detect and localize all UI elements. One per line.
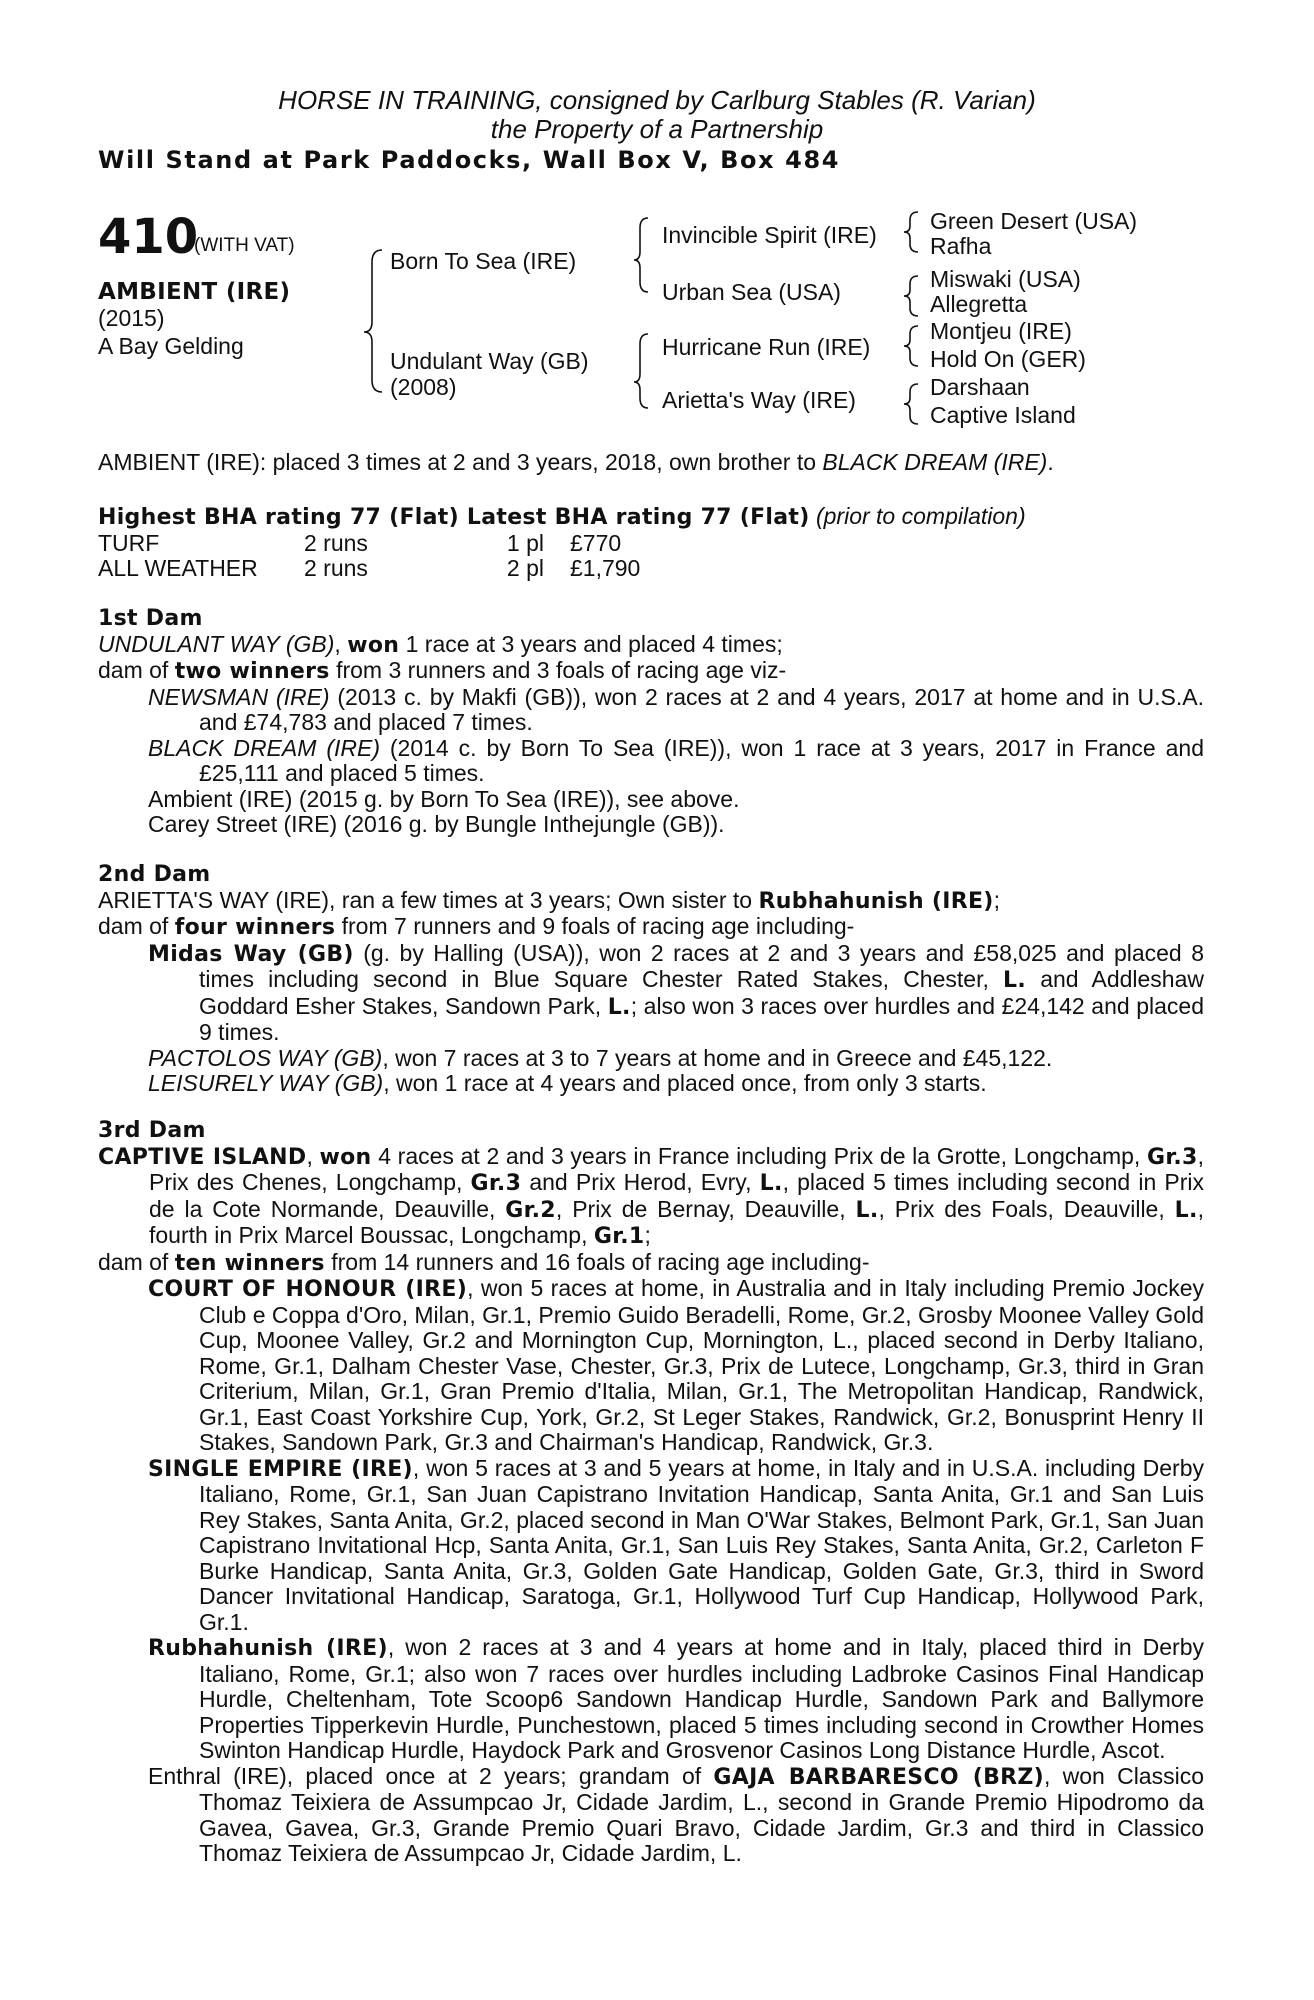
pedigree-ggs-2: Miswaki (USA) [930, 266, 1081, 292]
horse-year: (2015) [98, 305, 165, 331]
offspring-enthral: Enthral (IRE), placed once at 2 years; grandam of GAJA BARBARESCO (BRZ), won Classico Thomaz Teixiera de Assumpcao Jr, Cidade Jardim, L., second in Grande Premio Hipodromo da Gavea, Gavea, Gr.3, Grande Premio Quari Bravo, Cidade Jardim, Gr.3 and third in Classico Thomaz Teixiera de Assumpcao Jr, Cidade Jardim, L. [148, 1762, 1204, 1866]
offspring-court-of-honour: COURT OF HONOUR (IRE), won 5 races at home, in Australia and in Italy including Premio Jockey Club e Coppa d'Oro, Milan, Gr.1, Premio Guido Beradelli, Rome, Gr.2, Grosby Moonee Valley Gold Cup, Moonee Valley, Gr.2 and Mornington Cup, Mornington, L., placed second in Derby Italiano, Rome, Gr.1, Dalham Chester Vase, Chester, Gr.3, Prix de Lutece, Longchamp, Gr.3, third in Gran Criterium, Milan, Gr.1, Gran Premio d'Italia, Milan, Gr.1, The Metropolitan Handicap, Randwick, Gr.1, East Coast Yorkshire Cup, York, Gr.2, St Leger Stakes, Randwick, Gr.2, Bonusprint Henry II Stakes, Sandown Park, Gr.3 and Chairman's Handicap, Randwick, Gr.3. [148, 1275, 1204, 1455]
offspring-ambient: Ambient (IRE) (2015 g. by Born To Sea (IRE)), see above. [148, 785, 740, 812]
pedigree-sire: Born To Sea (IRE) [390, 248, 577, 274]
first-dam-section: 1st Dam UNDULANT WAY (GB), won 1 race at 3 years and placed 4 times; dam of two winners from 3 runners and 3 foals of racing age viz- NEWSMAN (IRE) (2013 c. by Makfi (GB)), won 2 races at 2 and 4 years, 2017 at home and in U.S.A. and £74,783 and placed 7 times. BLACK DREAM (IRE) (2014 c. by Born To Sea (IRE)), won 1 race at 3 years, 2017 in France and £25,111 and placed 5 times. Ambient (IRE) (2015 g. by Born To Sea (IRE)), see above. Carey Street (IRE) (2016 g. by Bungle Inthejungle (GB)). [98, 606, 1204, 837]
vat-label: (WITH VAT) [194, 235, 295, 256]
pedigree-dam: Undulant Way (GB) [390, 348, 589, 374]
pedigree-ggs-4: Darshaan [930, 374, 1030, 400]
offspring-newsman: NEWSMAN (IRE) (2013 c. by Makfi (GB)), won 2 races at 2 and 4 years, 2017 at home and in U.S.A. and £74,783 and placed 7 times. [148, 683, 1204, 735]
offspring-single-empire: SINGLE EMPIRE (IRE), won 5 races at 3 and 5 years at home, in Italy and in U.S.A. including Derby Italiano, Rome, Gr.1, San Juan Capistrano Invitation Handicap, Santa Anita, Gr.1 and San Luis Rey Stakes, Santa Anita, Gr.2, placed second in Man O'War Stakes, Belmont Park, Gr.1, San Juan Capistrano Invitational Hcp, Santa Anita, Gr.1, San Luis Rey Stakes, Santa Anita, Gr.2, Carleton F Burke Handicap, Santa Anita, Gr.3, Golden Gate Handicap, Golden Gate, Gr.3, third in Sword Dancer Invitational Handicap, Saratoga, Gr.1, Hollywood Turf Cup Handicap, Hollywood Park, Gr.1. [148, 1454, 1204, 1635]
sibling-name: BLACK DREAM (IRE) [822, 449, 1048, 475]
gen3-brace-1 [904, 212, 918, 252]
pedigree-sire-sire: Invincible Spirit (IRE) [662, 222, 877, 248]
offspring-rubhahunish: Rubhahunish (IRE), won 2 races at 3 and 4 years at home and in Italy, placed third in Derby Italiano, Rome, Gr.1; also won 7 races over hurdles including Ladbroke Casinos Final Handicap Hurdle, Cheltenham, Tote Scoop6 Sandown Handicap Hurdle, Sandown Park and Ballymore Properties Tipperkevin Hurdle, Punchestown, placed 5 times including second in Crowther Homes Swinton Handicap Hurdle, Haydock Park and Grosvenor Casinos Long Distance Hurdle, Ascot. [148, 1634, 1204, 1763]
pedigree-ggd-3: Hold On (GER) [930, 346, 1086, 372]
third-dam-heading: 3rd Dam [98, 1118, 206, 1143]
gen3-brace-2 [904, 276, 918, 316]
offspring-carey-street: Carey Street (IRE) (2016 g. by Bungle Inthejungle (GB)). [148, 811, 725, 837]
race-summary: AMBIENT (IRE): placed 3 times at 2 and 3 years, 2018, own brother to BLACK DREAM (IRE). [98, 449, 1054, 475]
first-dam-heading: 1st Dam [98, 606, 203, 631]
pedigree-dam-year: (2008) [390, 374, 457, 400]
horse-description: A Bay Gelding [98, 333, 244, 359]
pedigree-ggs-1: Green Desert (USA) [930, 208, 1138, 234]
rating-note: (prior to compilation) [815, 503, 1026, 529]
pedigree-ggd-2: Allegretta [930, 291, 1028, 317]
bha-rating: Highest BHA rating 77 (Flat) Latest BHA rating 77 (Flat) [98, 505, 810, 530]
third-dam-section: 3rd Dam CAPTIVE ISLAND, won 4 races at 2 and 3 years in France including Prix de la Grotte, Longchamp, Gr.3, Prix des Chenes, Longchamp, Gr.3 and Prix Herod, Evry, L., placed 5 times including second in Prix de la Cote Normande, Deauville, Gr.2, Prix de Bernay, Deauville, L., Prix des Foals, Deauville, L., fourth in Prix Marcel Boussac, Longchamp, Gr.1; dam of ten winners from 14 runners and 16 foals of racing age including- COURT OF HONOUR (IRE), won 5 races at home, in Australia and in Italy including Premio Jockey Club e Coppa d'Oro, Milan, Gr.1, Premio Guido Beradelli, Rome, Gr.2, Grosby Moonee Valley Gold Cup, Moonee Valley, Gr.2 and Mornington Cup, Mornington, L., placed second in Derby Italiano, Rome, Gr.1, Dalham Chester Vase, Chester, Gr.3, Prix de Lutece, Longchamp, Gr.3, third in Gran Criterium, Milan, Gr.1, Gran Premio d'Italia, Milan, Gr.1, The Metropolitan Handicap, Randwick, Gr.1, East Coast Yorkshire Cup, York, Gr.2, St Leger Stakes, Randwick, Gr.2, Bonusprint Henry II Stakes, Sandown Park, Gr.3 and Chairman's Handicap, Randwick, Gr.3. SINGLE EMPIRE (IRE), won 5 races at 3 and 5 years at home, in Italy and in U.S.A. including Derby Italiano, Rome, Gr.1, San Juan Capistrano Invitation Handicap, Santa Anita, Gr.1 and San Luis Rey Stakes, Santa Anita, Gr.2, placed second in Man O'War Stakes, Belmont Park, Gr.1, San Juan Capistrano Invitational Hcp, Santa Anita, Gr.1, San Luis Rey Stakes, Santa Anita, Gr.2, Carleton F Burke Handicap, Santa Anita, Gr.3, Golden Gate Handicap, Golden Gate, Gr.3, third in Sword Dancer Invitational Handicap, Saratoga, Gr.1, Hollywood Turf Cup Handicap, Hollywood Park, Gr.1. Rubhahunish (IRE), won 2 races at 3 and 4 years at home and in Italy, placed third in Derby Italiano, Rome, Gr.1; also won 7 races over hurdles including Ladbroke Casinos Final Handicap Hurdle, Cheltenham, Tote Scoop6 Sandown Handicap Hurdle, Sandown Park and Ballymore Properties Tipperkevin Hurdle, Punchestown, placed 5 times including second in Crowther Homes Swinton Handicap Hurdle, Haydock Park and Grosvenor Casinos Long Distance Hurdle, Ascot. Enthral (IRE), placed once at 2 years; grandam of GAJA BARBARESCO (BRZ), won Classico Thomaz Teixiera de Assumpcao Jr, Cidade Jardim, L., second in Grande Premio Hipodromo da Gavea, Gavea, Gr.3, Grande Premio Quari Bravo, Cidade Jardim, Gr.3 and third in Classico Thomaz Teixiera de Assumpcao Jr, Cidade Jardim, L. [98, 1118, 1205, 1866]
horse-name: AMBIENT (IRE) [98, 279, 291, 305]
gen2-dam-brace [634, 334, 648, 408]
second-dam-heading: 2nd Dam [98, 862, 211, 887]
pedigree-ggd-4: Captive Island [930, 402, 1076, 428]
pedigree-ggs-3: Montjeu (IRE) [930, 318, 1072, 344]
pedigree-sire-dam: Urban Sea (USA) [662, 279, 841, 305]
lot-number: 410 [98, 209, 199, 265]
second-dam-section: 2nd Dam ARIETTA'S WAY (IRE), ran a few times at 3 years; Own sister to Rubhahunish (IRE); dam of four winners from 7 runners and 9 foals of racing age including- Midas Way (GB) (g. by Halling (USA)), won 2 races at 2 and 3 years and £58,025 and placed 8 times including second in Blue Square Chester Rated Stakes, Chester, L. and Addleshaw Goddard Esher Stakes, Sandown Park, L.; also won 3 races over hurdles and £24,142 and placed 9 times. PACTOLOS WAY (GB), won 7 races at 3 to 7 years at home and in Greece and £45,122. LEISURELY WAY (GB), won 1 race at 4 years and placed once, from only 3 starts. [98, 862, 1204, 1096]
offspring-leisurely-way: LEISURELY WAY (GB), won 1 race at 4 years and placed once, from only 3 starts. [148, 1070, 987, 1096]
gen3-brace-3 [904, 326, 918, 366]
rating-section [98, 504, 1204, 582]
stand-location: Will Stand at Park Paddocks, Wall Box V, Box 484 [98, 146, 841, 174]
pedigree-ggd-1: Rafha [930, 233, 992, 259]
gen3-brace-4 [904, 384, 918, 424]
offspring-midas-way: Midas Way (GB) (g. by Halling (USA)), won 2 races at 2 and 3 years and £58,025 and placed 8 times including second in Blue Square Chester Rated Stakes, Chester, L. and Addleshaw Goddard Esher Stakes, Sandown Park, L.; also won 3 races over hurdles and £24,142 and placed 9 times. [148, 939, 1204, 1045]
gen1-brace [364, 250, 382, 392]
runs-row-all-weather: ALL WEATHER 2 runs 2 pl £1,790 [98, 555, 641, 581]
ownership-line: the Property of a Partnership [490, 114, 824, 144]
runs-row-turf: TURF 2 runs 1 pl £770 [98, 529, 622, 556]
pedigree-dam-dam: Arietta's Way (IRE) [662, 387, 856, 413]
pedigree-dam-sire: Hurricane Run (IRE) [662, 334, 871, 360]
consignor-line: HORSE IN TRAINING, consigned by Carlburg Stables (R. Varian) [278, 85, 1036, 115]
gen2-sire-brace [634, 218, 648, 292]
offspring-pactolos-way: PACTOLOS WAY (GB), won 7 races at 3 to 7 years at home and in Greece and £45,122. [148, 1044, 1053, 1071]
offspring-black-dream: BLACK DREAM (IRE) (2014 c. by Born To Sea (IRE)), won 1 race at 3 years, 2017 in France and £25,111 and placed 5 times. [148, 734, 1204, 786]
